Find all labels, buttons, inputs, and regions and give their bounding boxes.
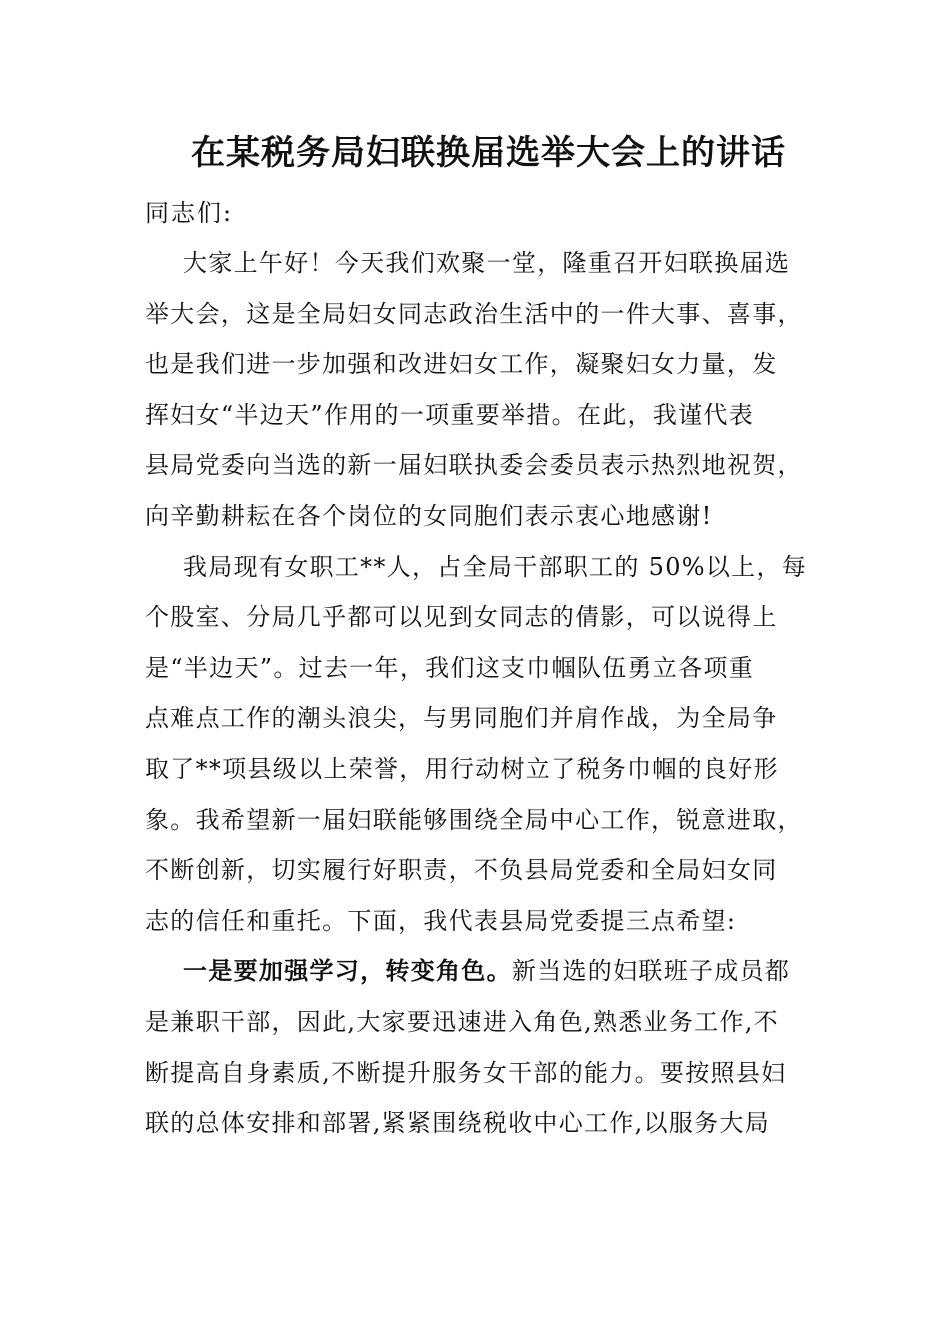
paragraph-line: 举大会，这是全局妇女同志政治生活中的一件大事、喜事， — [145, 299, 803, 328]
paragraph-line: 向辛勤耕耘在各个岗位的女同胞们表示衷心地感谢! — [145, 501, 713, 530]
paragraph-line: 也是我们进一步加强和改进妇女工作，凝聚妇女力量，发 — [145, 350, 778, 379]
paragraph-line: 不断创新，切实履行好职责，不负县局党委和全局妇女同 — [145, 856, 778, 885]
paragraph-line: 挥妇女“半边天”作用的一项重要举措。在此，我谨代表 — [145, 400, 755, 429]
paragraph-first-line — [145, 946, 797, 997]
paragraph-line: 志的信任和重托。下面，我代表县局党委提三点希望: — [145, 906, 737, 935]
paragraph-line: 点难点工作的潮头浪尖，与男同胞们并肩作战，为全局争 — [145, 704, 778, 733]
paragraph-line: 象。我希望新一届妇联能够围绕全局中心工作，锐意进取， — [145, 805, 803, 834]
paragraph-1 — [145, 238, 803, 542]
paragraph-line: 是兼职干部，因此,大家要迅速进入角色,熟悉业务工作,不 — [145, 1007, 779, 1036]
paragraph-line: 大家上午好！今天我们欢聚一堂，隆重召开妇联换届选 — [183, 249, 791, 277]
paragraph-line: 县局党委向当选的新一届妇联执委会委员表示热烈地祝贺， — [145, 451, 803, 480]
paragraph-line: 联的总体安排和部署,紧紧围绕税收中心工作,以服务大局 — [145, 1109, 771, 1138]
paragraph-line: 是“半边天”。过去一年，我们这支巾帼队伍勇立各项重 — [145, 653, 755, 682]
paragraph-2 — [145, 542, 808, 947]
salutation: 同志们: — [145, 199, 234, 227]
paragraph-line: 我局现有女职工**人，占全局干部职工的 50%以上，每 — [183, 552, 808, 581]
paragraph-line: 断提高自身素质,不断提升服务女干部的能力。要按照县妇 — [145, 1058, 787, 1087]
paragraph-lead-text: 新当选的妇联班子成员都 — [511, 957, 791, 986]
paragraph-line: 取了**项县级以上荣誉，用行动树立了税务巾帼的良好形 — [145, 754, 779, 783]
paragraph-3 — [145, 946, 797, 1148]
document-page — [145, 118, 808, 1149]
paragraph-lead-heading: 一是要加强学习，转变角色。 — [183, 956, 512, 986]
document-title: 在某税务局妇联换届选举大会上的讲话 — [191, 133, 786, 173]
paragraph-line: 个股室、分局几乎都可以见到女同志的倩影，可以说得上 — [145, 603, 778, 632]
